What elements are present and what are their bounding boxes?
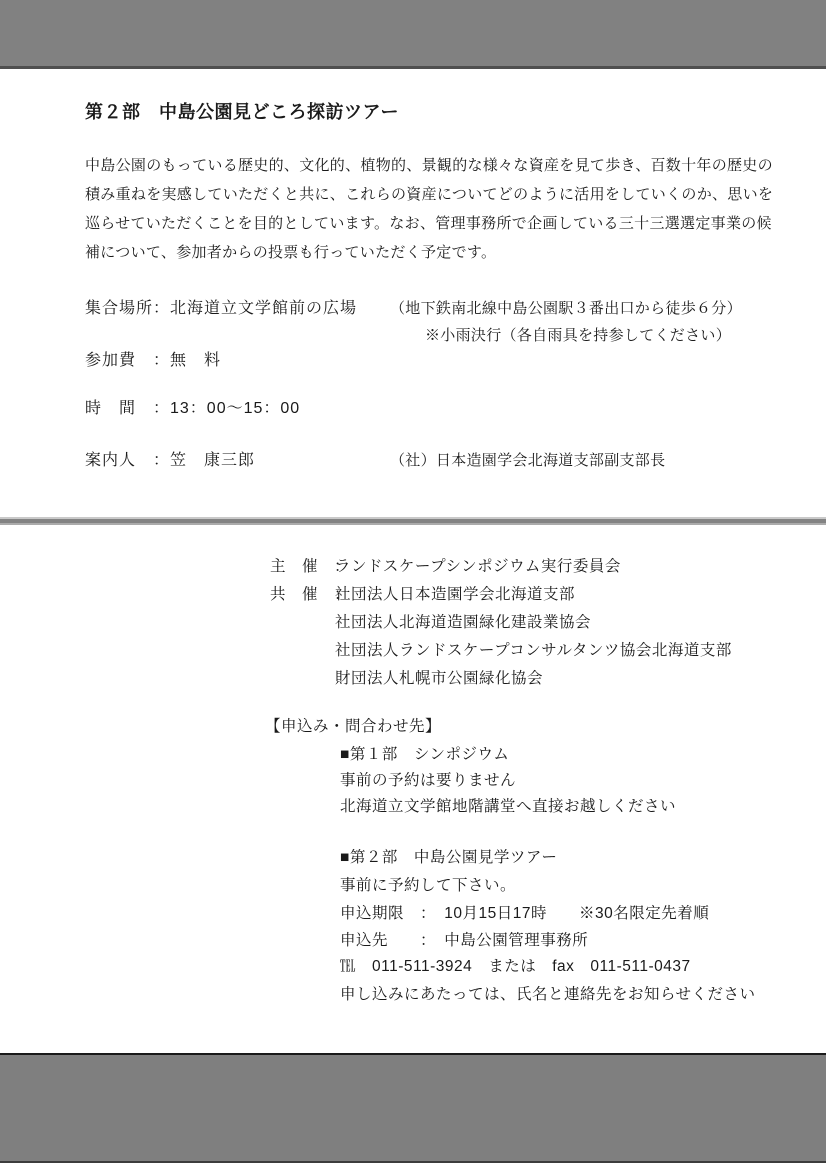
host-value: ランドスケープシンポジウム実行委員会 xyxy=(335,558,621,575)
contact-part2-line: 申込先 ： 中島公園管理事務所 xyxy=(340,932,589,949)
detail-value: 北海道立文学館前の広場 xyxy=(170,300,358,317)
cohost-value: 社団法人日本造園学会北海道支部 xyxy=(335,586,576,603)
detail-value: 13：00～15：00 xyxy=(170,400,301,417)
contact-part2-line: 申し込みにあたっては、氏名と連絡先をお知らせください xyxy=(340,986,756,1003)
intro-line: 補について、参加者からの投票も行っていただく予定です。 xyxy=(85,244,497,261)
detail-value: 無 料 xyxy=(170,352,222,369)
detail-label: 案内人 ： xyxy=(85,452,171,469)
contact-part2-line: 事前に予約して下さい。 xyxy=(340,877,517,894)
section-divider xyxy=(0,517,826,525)
contact-part2-line-tel: ℡ 011-511-3924 または fax 011-511-0437 xyxy=(340,958,691,975)
contact-part1-line: 北海道立文学館地階講堂へ直接お越しください xyxy=(340,798,677,815)
cohost-value: 財団法人札幌市公園緑化協会 xyxy=(335,670,544,687)
contact-heading: 【申込み・問合わせ先】 xyxy=(265,718,442,735)
detail-note: （地下鉄南北線中島公園駅３番出口から徒歩６分） xyxy=(390,300,742,317)
contact-part1-title: ■第１部 シンポジウム xyxy=(340,746,510,763)
rain-note: ※小雨決行（各自雨具を持参してください） xyxy=(425,327,732,344)
top-gray-band xyxy=(0,0,826,69)
cohost-label: 共 催 ： xyxy=(270,586,351,603)
cohost-value: 社団法人ランドスケープコンサルタンツ協会北海道支部 xyxy=(335,642,732,659)
detail-note: （社）日本造園学会北海道支部副支部長 xyxy=(390,452,666,469)
intro-line: 中島公園のもっている歴史的、文化的、植物的、景観的な様々な資産を見て歩き、百数十年の歴史の xyxy=(85,157,773,174)
detail-value: 笠 康三郎 xyxy=(170,452,256,469)
detail-label: 時 間 ： xyxy=(85,400,171,417)
detail-label: 参加費 ： xyxy=(85,352,171,369)
detail-label: 集合場所： xyxy=(85,300,171,317)
contact-part2-line: 申込期限 ： 10月15日17時 ※30名限定先着順 xyxy=(340,905,710,922)
intro-line: 巡らせていただくことを目的としています。なお、管理事務所で企画している三十三選選定事業の候 xyxy=(85,215,772,232)
cohost-value: 社団法人北海道造園緑化建設業協会 xyxy=(335,614,592,631)
contact-part2-title: ■第２部 中島公園見学ツアー xyxy=(340,849,558,866)
bottom-gray-band xyxy=(0,1053,826,1163)
page-title: 第２部 中島公園見どころ探訪ツアー xyxy=(85,102,399,122)
intro-line: 積み重ねを実感していただくと共に、これらの資産についてどのように活用をしていくのか、思いを xyxy=(85,186,774,203)
host-label: 主 催 ： xyxy=(270,558,351,575)
contact-part1-line: 事前の予約は要りません xyxy=(340,772,517,789)
